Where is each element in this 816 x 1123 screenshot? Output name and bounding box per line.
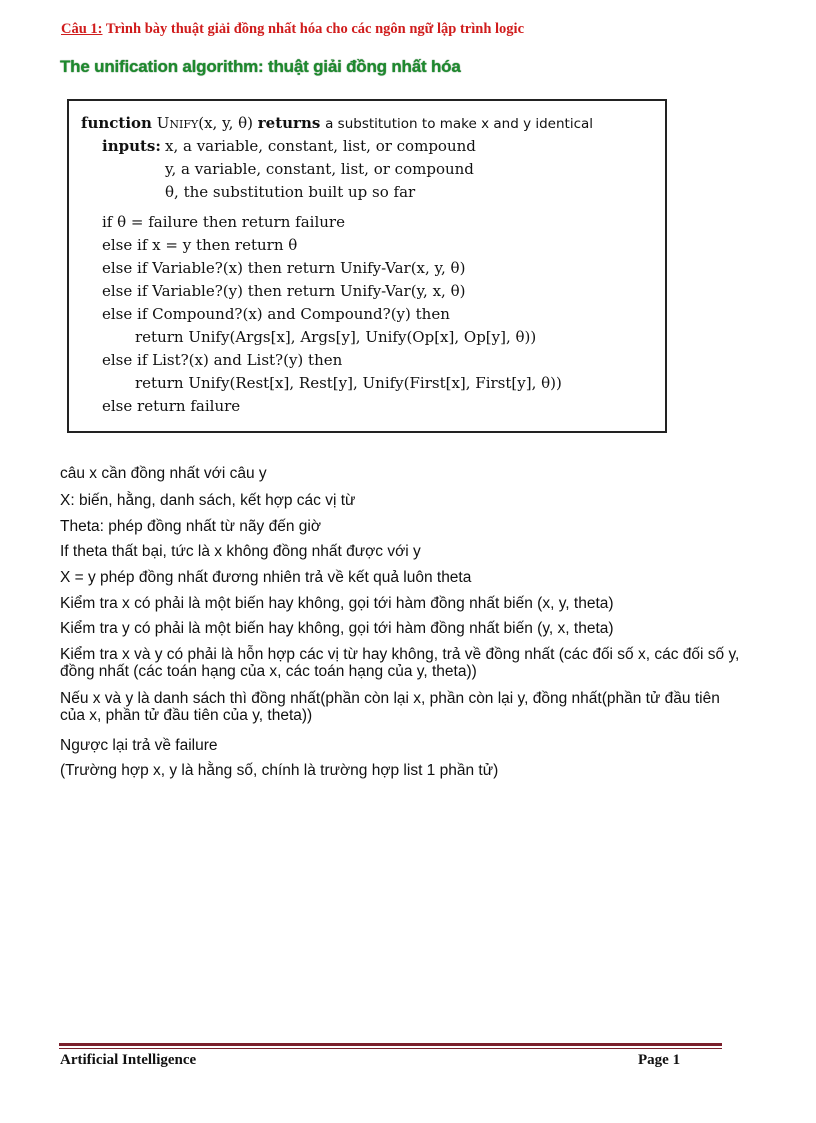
algo-line-else-failure: else return failure <box>102 397 241 415</box>
question-label: Câu 1: <box>61 21 103 37</box>
section-subtitle: The unification algorithm: thuật giải đồng nhất hóa <box>60 57 461 76</box>
algo-function-args: (x, y, θ) <box>198 114 253 132</box>
algo-returns-desc: a substitution to make x and y identical <box>325 116 594 132</box>
algo-signature <box>81 113 593 134</box>
question-heading <box>61 21 524 38</box>
algo-inputs-label-line <box>102 136 161 156</box>
algo-line-if-failure: if θ = failure then return failure <box>102 213 345 231</box>
note-line: Nếu x và y là danh sách thì đồng nhất(phần còn lại x, phần còn lại y, đồng nhất(phần tử đầu tiên của x, phần tử đầu tiên của y, theta)) <box>60 690 720 724</box>
algo-inputs-label: inputs: <box>102 137 161 155</box>
algo-line-compound-return: return Unify(Args[x], Args[y], Unify(Op[x], Op[y], θ)) <box>135 328 537 346</box>
algo-keyword-returns: returns <box>257 114 321 132</box>
algo-keyword-function: function <box>81 114 152 132</box>
algo-line-variable-y: else if Variable?(y) then return Unify-Var(y, x, θ) <box>102 282 466 300</box>
algorithm-box <box>67 99 667 433</box>
footer-page-number: Page 1 <box>638 1052 681 1068</box>
question-text: Trình bày thuật giải đồng nhất hóa cho các ngôn ngữ lập trình logic <box>105 21 525 37</box>
note-line: (Trường hợp x, y là hằng số, chính là trường hợp list 1 phần tử) <box>60 762 499 779</box>
note-line: Kiểm tra x và y có phải là hỗn hợp các vị từ hay không, trả về đồng nhất (các đối số x, các đối số y, đồng nhất (các toán hạng của x, các toán hạng của y, theta)) <box>60 646 740 680</box>
note-line: Theta: phép đồng nhất từ nãy đến giờ <box>60 518 321 535</box>
note-line: Kiểm tra x có phải là một biến hay không, gọi tới hàm đồng nhất biến (x, y, theta) <box>60 595 614 612</box>
algo-line-variable-x: else if Variable?(x) then return Unify-Var(x, y, θ) <box>102 259 466 277</box>
footer-divider-thin <box>59 1048 722 1049</box>
note-line: X = y phép đồng nhất đương nhiên trả về kết quả luôn theta <box>60 569 472 586</box>
footer-divider <box>59 1043 722 1046</box>
note-line: câu x cần đồng nhất với câu y <box>60 465 267 482</box>
note-line: X: biến, hằng, danh sách, kết hợp các vị từ <box>60 492 356 509</box>
algo-input-y: y, a variable, constant, list, or compound <box>165 160 474 178</box>
footer-course-title: Artificial Intelligence <box>60 1052 197 1068</box>
algo-input-x: x, a variable, constant, list, or compound <box>165 137 476 155</box>
algo-line-list-return: return Unify(Rest[x], Rest[y], Unify(First[x], First[y], θ)) <box>135 374 562 392</box>
algo-function-name: Unify <box>156 114 199 132</box>
algo-line-compound: else if Compound?(x) and Compound?(y) then <box>102 305 450 323</box>
algo-line-elseif-equal: else if x = y then return θ <box>102 236 298 254</box>
algo-input-theta: θ, the substitution built up so far <box>165 183 416 201</box>
note-line: If theta thất bại, tức là x không đồng nhất được với y <box>60 543 421 560</box>
note-line: Kiểm tra y có phải là một biến hay không, gọi tới hàm đồng nhất biến (y, x, theta) <box>60 620 614 637</box>
note-line: Ngược lại trả về failure <box>60 737 218 754</box>
algo-line-list: else if List?(x) and List?(y) then <box>102 351 343 369</box>
